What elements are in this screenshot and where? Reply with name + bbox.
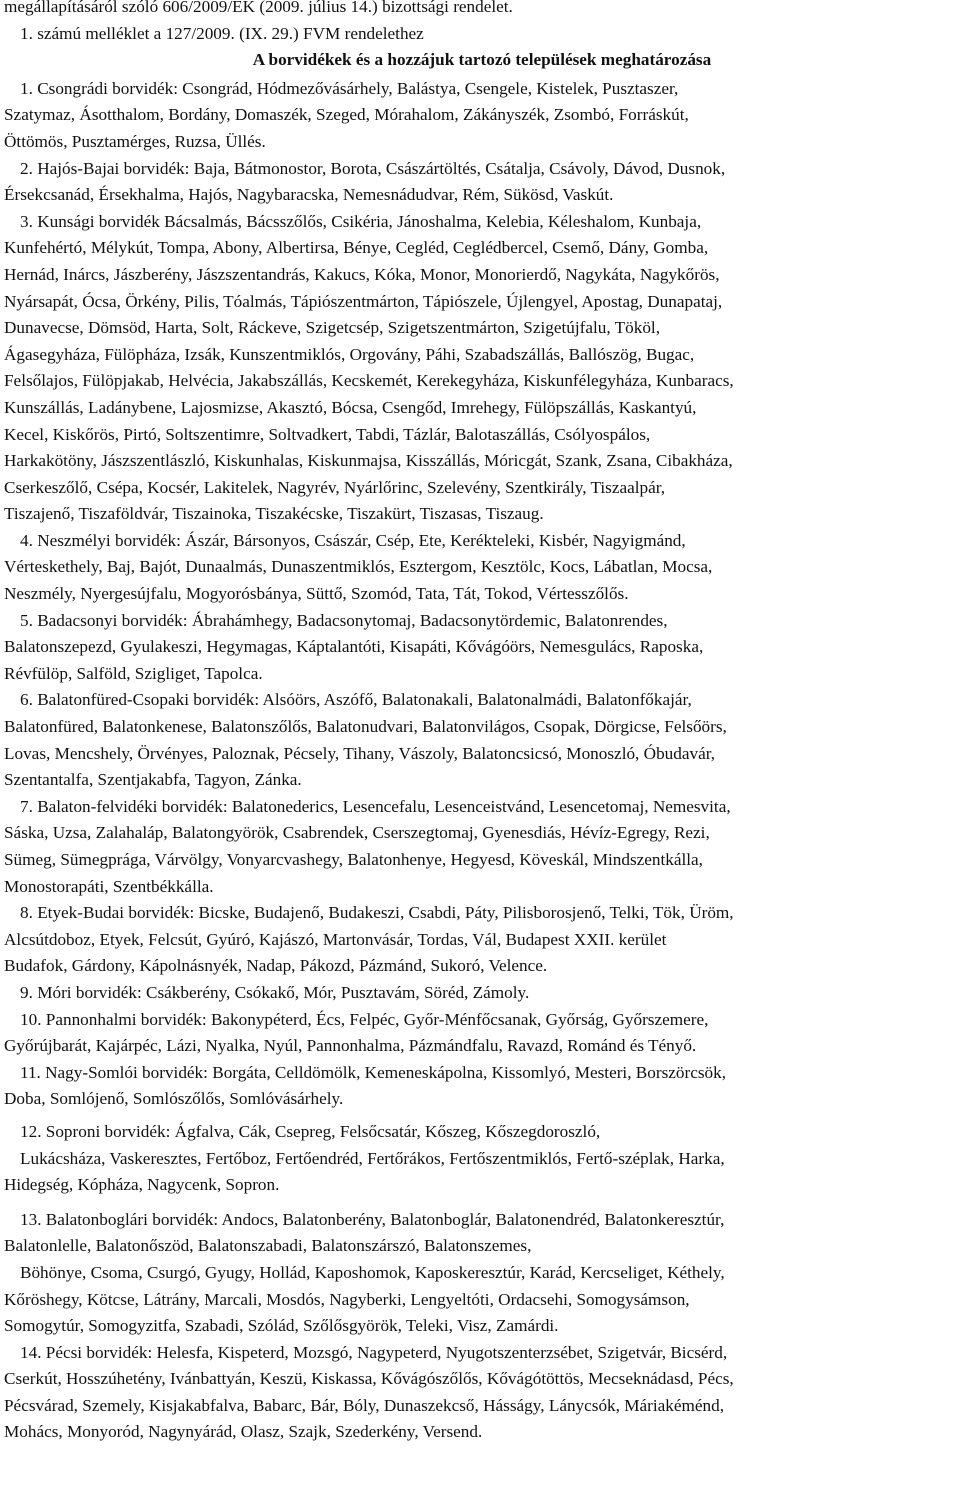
entry-first-line: 9. Móri borvidék: Csákberény, Csókakő, Mór, Pusztavám, Söréd, Zámoly. (20, 982, 530, 1002)
entry-first-line: 3. Kunsági borvidék Bácsalmás, Bácsszőlős, Csikéria, Jánoshalma, Kelebia, Kéleshalom, Kunbaja, (20, 211, 702, 231)
entry-first-line: 12. Soproni borvidék: Ágfalva, Cák, Csepreg, Felsőcsatár, Kőszeg, Kőszegdoroszló, (20, 1121, 601, 1141)
wine-region-entry (4, 900, 960, 980)
entry-line: Alcsútdoboz, Etyek, Felcsút, Gyúró, Kajászó, Martonvásár, Tordas, Vál, Budapest XXII. kerület (4, 929, 667, 949)
entry-line: Böhönye, Csoma, Csurgó, Gyugy, Hollád, Kaposhomok, Kaposkeresztúr, Karád, Kercseliget, Kéthely, (20, 1262, 725, 1282)
entry-line: Mohács, Monyoród, Nagynyárád, Olasz, Szajk, Szederkény, Versend. (4, 1422, 483, 1442)
wine-region-entry (4, 794, 960, 900)
wine-region-entry (4, 1060, 960, 1113)
entry-line: Nyársapát, Ócsa, Örkény, Pilis, Tóalmás, Tápiószentmárton, Tápiószele, Újlengyel, Apostag, Dunapataj, (4, 291, 723, 311)
entry-line: Sümeg, Sümegprága, Várvölgy, Vonyarcvashegy, Balatonhenye, Hegyesd, Köveskál, Mindszentkálla, (4, 850, 703, 869)
entry-line: Vérteskethely, Baj, Bajót, Dunaalmás, Dunaszentmiklós, Esztergom, Kesztölc, Kocs, Lábatlan, Mocsa, (4, 557, 713, 577)
entry-line: Balatonfüred, Balatonkenese, Balatonszőlős, Balatonudvari, Balatonvilágos, Csopak, Dörgicse, Felsőörs, (4, 717, 727, 737)
header-line-1: megállapításáról szóló 606/2009/EK (2009. július 14.) bizottsági rendelet. (4, 0, 513, 16)
wine-region-entry (4, 209, 960, 528)
entry-first-line: 11. Nagy-Somlói borvidék: Borgáta, Celldömölk, Kemeneskápolna, Kissomlyó, Mesteri, Borszörcsök, (20, 1062, 727, 1082)
entry-line: Hidegség, Kópháza, Nagycenk, Sopron. (4, 1175, 280, 1195)
entry-first-line: 7. Balaton-felvidéki borvidék: Balatonederics, Lesencefalu, Lesenceistvánd, Lesencetomaj, Nemesvita, (20, 796, 731, 816)
header-line-2: 1. számú melléklet a 127/2009. (IX. 29.) FVM rendelethez (20, 23, 424, 43)
entry-first-line: 1. Csongrádi borvidék: Csongrád, Hódmezővásárhely, Balástya, Csengele, Kistelek, Pusztaszer, (20, 78, 679, 98)
entry-line: Pécsvárad, Szemely, Kisjakabfalva, Babarc, Bár, Bóly, Dunaszekcső, Hásságy, Lánycsók, Máriakéménd, (4, 1395, 724, 1415)
entry-line: Kunfehértó, Mélykút, Tompa, Abony, Albertirsa, Bénye, Cegléd, Ceglédbercel, Csemő, Dány, Gomba, (4, 238, 709, 258)
entry-first-line: 2. Hajós-Bajai borvidék: Baja, Bátmonostor, Borota, Császártöltés, Csátalja, Csávoly, Dávod, Dusnok, (20, 158, 726, 178)
entry-line: Ágasegyháza, Fülöpháza, Izsák, Kunszentmiklós, Orgovány, Páhi, Szabadszállás, Ballószög, Bugac, (4, 344, 695, 364)
entry-line: Szatymaz, Ásotthalom, Bordány, Domaszék, Szeged, Mórahalom, Zákányszék, Zsombó, Forráskút, (4, 105, 689, 125)
wine-region-entry (4, 528, 960, 608)
entry-first-line: 4. Neszmélyi borvidék: Ászár, Bársonyos, Császár, Csép, Ete, Kerékteleki, Kisbér, Nagyigmánd, (20, 530, 686, 550)
wine-region-list (4, 76, 960, 1446)
entry-line: Öttömös, Pusztamérges, Ruzsa, Üllés. (4, 131, 266, 151)
entry-line: Balatonlelle, Balatonőszöd, Balatonszabadi, Balatonszárszó, Balatonszemes, (4, 1236, 532, 1256)
entry-line: Cserkeszőlő, Csépa, Kocsér, Lakitelek, Nagyrév, Nyárlőrinc, Szelevény, Szentkirály, Tiszaalpár, (4, 477, 666, 497)
entry-line: Felsőlajos, Fülöpjakab, Helvécia, Jakabszállás, Kecskemét, Kerekegyháza, Kiskunfélegyháza, Kunbaracs, (4, 371, 734, 391)
entry-line: Lukácsháza, Vaskeresztes, Fertőboz, Fertőendréd, Fertőrákos, Fertőszentmiklós, Fertő-széplak, Harka, (20, 1148, 725, 1168)
entry-line: Doba, Somlójenő, Somlószőlős, Somlóvásárhely. (4, 1089, 344, 1109)
entry-first-line: 14. Pécsi borvidék: Helesfa, Kispeterd, Mozsgó, Nagypeterd, Nyugotszenterzsébet, Szigetvár, Bicsérd, (20, 1342, 728, 1362)
entry-line: Neszmély, Nyergesújfalu, Mogyorósbánya, Süttő, Szomód, Tata, Tát, Tokod, Vértesszőlős. (4, 584, 629, 604)
entry-first-line: 5. Badacsonyi borvidék: Ábrahámhegy, Badacsonytomaj, Badacsonytördemic, Balatonrendes, (20, 610, 668, 630)
entry-line: Monostorapáti, Szentbékkálla. (4, 876, 214, 896)
wine-region-entry (4, 980, 960, 1007)
wine-region-entry (4, 608, 960, 688)
wine-region-entry (4, 156, 960, 209)
document-title: A borvidékek és a hozzájuk tartozó települések meghatározása (252, 50, 712, 70)
entry-line: Kőröshegy, Kötcse, Látrány, Marcali, Mosdós, Nagyberki, Lengyeltóti, Ordacsehi, Somogysámson, (4, 1289, 690, 1309)
entry-line: Révfülöp, Salföld, Szigliget, Tapolca. (4, 663, 263, 683)
wine-region-entry (4, 1207, 960, 1340)
entry-line: Somogytúr, Somogyzitfa, Szabadi, Szólád, Szőlősgyörök, Teleki, Visz, Zamárdi. (4, 1316, 559, 1336)
entry-line: Tiszajenő, Tiszaföldvár, Tiszainoka, Tiszakécske, Tiszakürt, Tiszasas, Tiszaug. (4, 504, 544, 524)
wine-region-entry (4, 1119, 960, 1199)
entry-line: Harkakötöny, Jászszentlászló, Kiskunhalas, Kiskunmajsa, Kisszállás, Móricgát, Szank, Zsana, Cibakháza, (4, 451, 733, 471)
wine-region-entry (4, 1007, 960, 1060)
entry-first-line: 13. Balatonboglári borvidék: Andocs, Balatonberény, Balatonboglár, Balatonendréd, Balatonkeresztúr, (20, 1209, 725, 1229)
entry-line: Győrújbarát, Kajárpéc, Lázi, Nyalka, Nyúl, Pannonhalma, Pázmándfalu, Ravazd, Románd és Tényő. (4, 1036, 697, 1056)
entry-first-line: 8. Etyek-Budai borvidék: Bicske, Budajenő, Budakeszi, Csabdi, Páty, Pilisborosjenő, Telki, Tök, Üröm, (20, 903, 734, 923)
entry-line: Kecel, Kiskőrös, Pirtó, Soltszentimre, Soltvadkert, Tabdi, Tázlár, Balotaszállás, Csólyospálos, (4, 424, 651, 444)
entry-line: Balatonszepezd, Gyulakeszi, Hegymagas, Káptalantóti, Kisapáti, Kővágóörs, Nemesgulács, Raposka, (4, 637, 704, 657)
entry-line: Szentantalfa, Szentjakabfa, Tagyon, Zánka. (4, 770, 302, 790)
wine-region-entry (4, 1340, 960, 1446)
entry-line: Hernád, Inárcs, Jászberény, Jászszentandrás, Kakucs, Kóka, Monor, Monorierdő, Nagykáta, Nagykőrös, (4, 264, 720, 284)
wine-region-entry (4, 76, 960, 156)
entry-first-line: 10. Pannonhalmi borvidék: Bakonypéterd, Écs, Felpéc, Győr-Ménfőcsanak, Győrság, Győrszemere, (20, 1009, 709, 1029)
entry-line: Sáska, Uzsa, Zalahaláp, Balatongyörök, Csabrendek, Cserszegtomaj, Gyenesdiás, Hévíz-Egregy, Rezi, (4, 823, 710, 843)
entry-line: Lovas, Mencshely, Örvényes, Paloznak, Pécsely, Tihany, Vászoly, Balatoncsicsó, Monoszló, Óbudavár, (4, 743, 716, 763)
wine-region-entry (4, 687, 960, 793)
entry-line: Cserkút, Hosszúhetény, Ivánbattyán, Keszü, Kiskassa, Kővágószőlős, Kővágótöttös, Mecseknádasd, Pécs, (4, 1369, 734, 1389)
entry-line: Kunszállás, Ladánybene, Lajosmizse, Akasztó, Bócsa, Csengőd, Imrehegy, Fülöpszállás, Kaskantyú, (4, 397, 697, 417)
entry-first-line: 6. Balatonfüred-Csopaki borvidék: Alsóörs, Aszófő, Balatonakali, Balatonalmádi, Balatonfőkajár, (20, 690, 692, 710)
entry-line: Budafok, Gárdony, Kápolnásnyék, Nadap, Pákozd, Pázmánd, Sukoró, Velence. (4, 956, 548, 976)
entry-line: Dunavecse, Dömsöd, Harta, Solt, Ráckeve, Szigetcsép, Szigetszentmárton, Szigetújfalu, Tököl, (4, 318, 660, 338)
entry-line: Érsekcsanád, Érsekhalma, Hajós, Nagybaracska, Nemesnádudvar, Rém, Sükösd, Vaskút. (4, 185, 614, 205)
